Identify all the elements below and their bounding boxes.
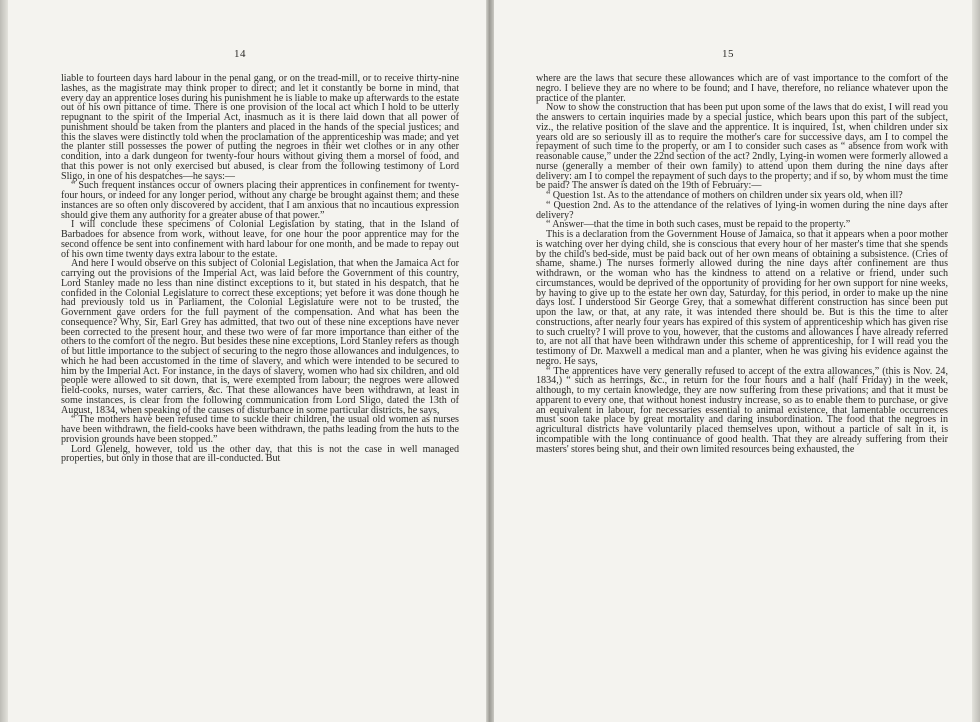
left-paragraph: liable to fourteen days hard labour in the penal gang, or on the tread-mill, or to receive thirty-nine lashes, as the magistrate may think proper to direct; and let it constantly be borne in mind, that every day an apprentice loses during his punishment he is liable to make up afterwards to the estate out of his own pittance of time. There is one provision of the local act which I hold to be utterly repugnant to the spirit of the Imperial Act, inasmuch as it is there laid down that all power of punishment should be taken from the planters and placed in the hands of the special justices; and this the slaves were distinctly told when the proclamation of the apprenticeship was made; and yet the planter still possesses the power of putting the negroes in their wet clothes or in any other condition, into a dark dungeon for twenty-four hours without giving them a morsel of food, and that this power is not only exercised but abused, is clear from the following testimony of Lord Sligo, in one of his despatches—he says:— [61, 73, 459, 182]
left-page-edge [0, 0, 8, 722]
left-paragraph: And here I would observe on this subject of Colonial Legislation, that when the Jamaica Act for carrying out the provisions of the Imperial Act, was laid before the Government of this country, Lord Stanley made no less than nine distinct exceptions to it, but stated in his despatch, that he confided in the Colonial Legislature to correct these exceptions; yet before it was done though he had previously told us in Parliament, the Colonial Legislature were not to be trusted, the Government gave orders for the full payment of the compensation. And what has been the consequence? Why, Sir, Earl Grey has admitted, that two out of these nine exceptions have never been corrected to the present hour, and these two were of far more importance than either of the others to the comfort of the negro. But besides these nine exceptions, Lord Stanley refers as though of but little importance to the subject of securing to the negro those allowances and indulgences, to which he had been accustomed in the time of slavery, and which were intended to be secured to him by the Imperial Act. For instance, in the days of slavery, women who had six children, and old people were allowed to sit down, that is, were exempted from labour; the negroes were allowed field-cooks, nurses, water carriers, &c. That these allowances have been withdrawn, at least in some instances, is clear from the following communication from Lord Sligo, dated the 13th of August, 1834, when speaking of the causes of disturbance in some particular districts, he says, [61, 258, 459, 416]
right-page-edge [972, 0, 980, 722]
book-gutter [486, 0, 494, 722]
right-page [494, 0, 972, 722]
right-quote: “ Answer—that the time in both such cases, must be repaid to the property.” [546, 219, 851, 231]
right-quote: “ Question 1st. As to the attendance of mothers on children under six years old, when ill? [546, 190, 903, 201]
left-quote: “ The mothers have been refused time to suckle their children, the usual old women as nurses have been withdrawn, the field-cooks have been withdrawn, the paths leading from the huts to the provision grounds have been stopped.” [61, 414, 459, 445]
left-page [8, 0, 486, 722]
right-page-text [536, 74, 948, 454]
left-paragraph: I will conclude these specimens of Colonial Legislation by stating, that in the Island of Barbadoes for absence from work, without leave, for one hour the poor apprentice may for the second offence be sent into confinement with hard labour for one month, and be made to repay out of his own time twenty days extra labour to the estate. [61, 219, 459, 260]
left-quote: “ Such frequent instances occur of owners placing their apprentices in confinement for twenty-four hours, or indeed for any longer period, without any charge be brought against them; and these instances are so often only discovered by accident, that I am anxious that no incautious expression should give them any authority for a greater abuse of that power.” [61, 180, 459, 221]
left-page-text [61, 74, 459, 464]
right-paragraph: This is a declaration from the Government House of Jamaica, so that it appears when a poor mother is watching over her dying child, she is conscious that every hour of her master's time that she spends by the child's bed-side, must be paid back out of her own means of obtaining a subsistence. (Cries of shame, shame.) The nurses formerly allowed during the nine days after confinement are thus withdrawn, or the woman who has the kindness to attend on a relative or friend, under such circumstances, would be deprived of the opportunity of providing for her own support for nine weeks, by having to give up to the estate her own day, Saturday, for this period, in order to make up the nine days lost. I understood Sir George Grey, that a somewhat different construction has since been put upon the law, or that, at any rate, it was intended there should be. But is this the time to alter constructions, after nearly four years has expired of this system of apprenticeship which has given rise to such cruelty? I will prove to you, however, that the customs and allowances I have already referred to, are not all that have been withdrawn under this scheme of apprenticeship, for I will read you the testimony of Dr. Maxwell a medical man and a planter, when he was giving his evidence against the negro. He says, [536, 229, 948, 367]
right-page-number: 15 [722, 48, 734, 60]
right-paragraph: Now to show the construction that has been put upon some of the laws that do exist, I will read you the answers to certain inquiries made by a special justice, which bears upon this part of the subject, viz., the relative position of the slave and the apprentice. It is inquired, 1st, when children under six years old are so seriously ill as to require the mother's care for successive days, am I to compel the repayment of such time to the property, or am I to consider such cases as “ absence from work with reasonable cause,” under the 22nd section of the act? 2ndly, Lying-in women were formerly allowed a nurse (generally a member of their own family) to attend upon them during the nine days after delivery: am I to compel the repayment of such days to the property; and if so, by whom must the time be paid? The answer is dated on the 19th of February:— [536, 102, 948, 192]
right-quote: “ The apprentices have very generally refused to accept of the extra allowances,” (this is Nov. 24, 1834,) “ such as herrings, &c., in return for the four hours and a half (half Friday) in the week, although, to my certain knowledge, they are now suffering from these privations; and that it must be apparent to every one, that without honest industry increase, so as to enable them to purchase, or give an equivalent in labour, for necessaries essential to animal existence, that lamentable occurrences must soon take place by great mortality and daring insubordination. The food that the negroes in agricultural districts have voluntarily placed themselves upon, without a particle of salt in it, is incompatible with the long continuance of good health. That they are already suffering from their masters' stores being shut, and their own limited resources being exhausted, the [536, 365, 948, 455]
right-quote: “ Question 2nd. As to the attendance of the relatives of lying-in women during the nine days after delivery? [536, 199, 948, 221]
left-page-number: 14 [234, 48, 246, 60]
left-paragraph: Lord Glenelg, however, told us the other day, that this is not the case in well managed properties, but only in those that are ill-conducted. But [61, 443, 459, 465]
right-paragraph: where are the laws that secure these allowances which are of vast importance to the comfort of the negro. I believe they are no where to be found; and I have, therefore, no reliance whatever upon the practice of the planter. [536, 73, 948, 104]
